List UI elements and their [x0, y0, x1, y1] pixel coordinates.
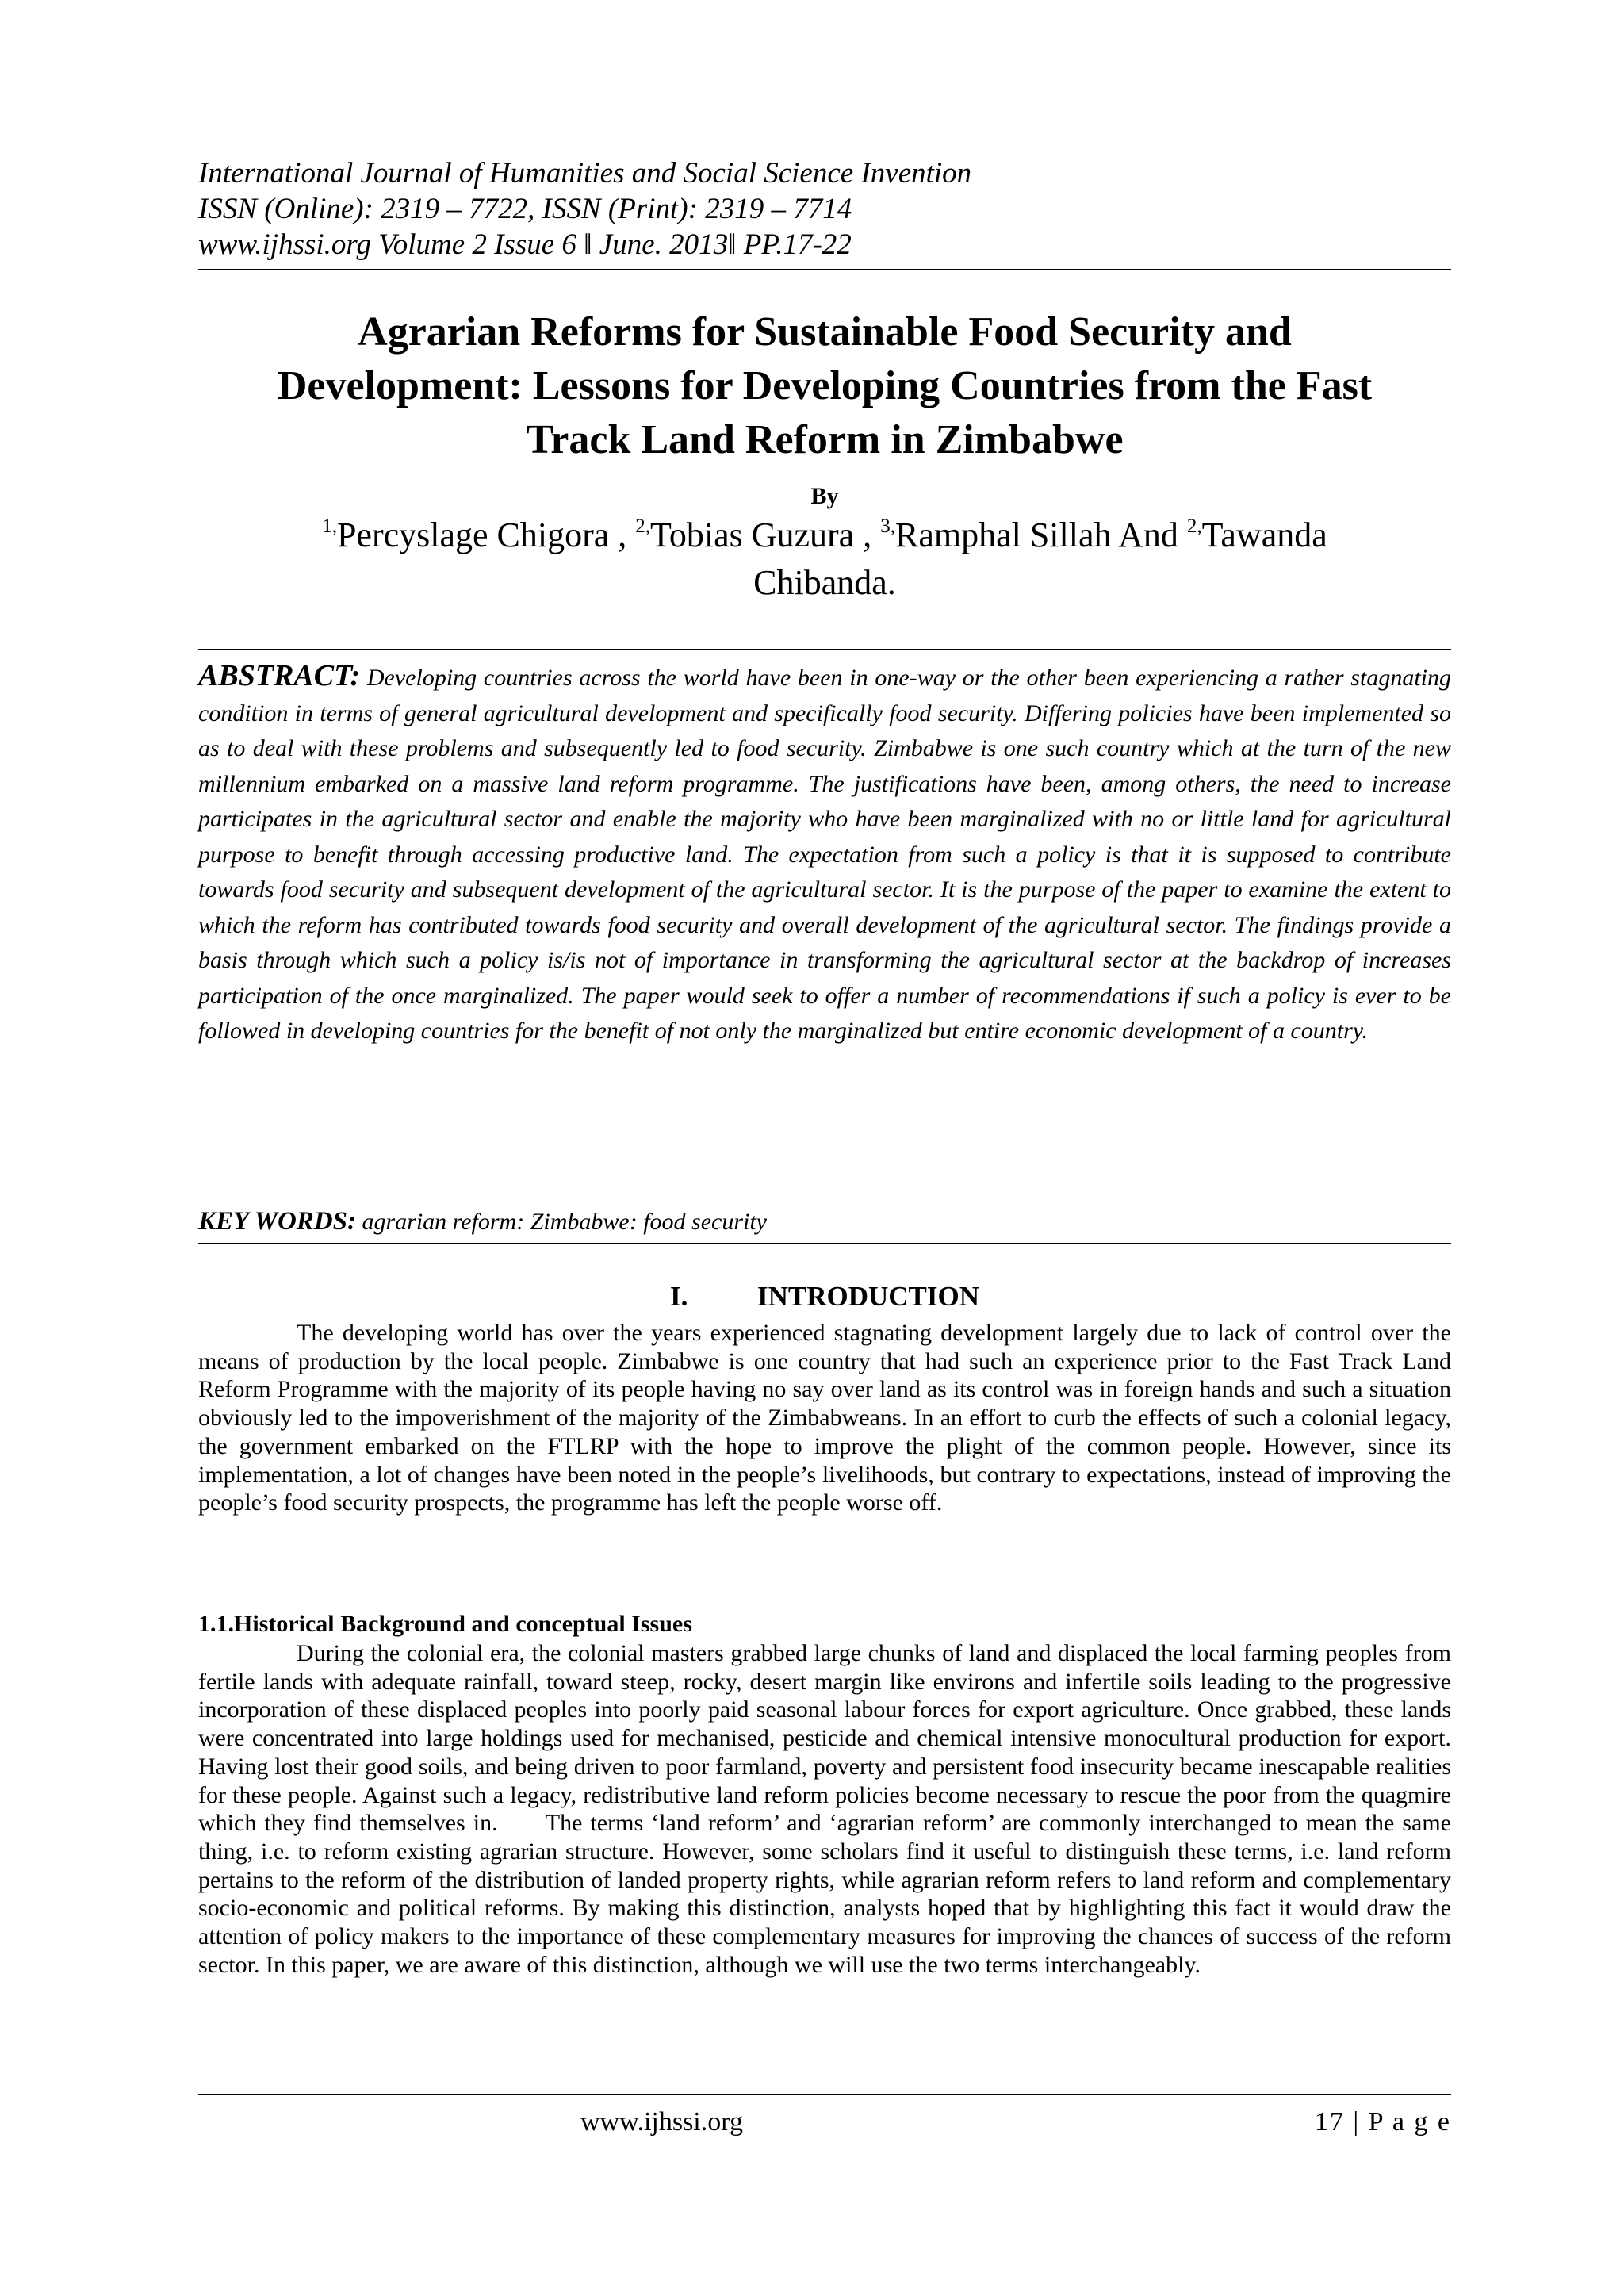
title-line-3: Track Land Reform in Zimbabwe	[526, 417, 1124, 462]
author-name: Ramphal Sillah And	[894, 516, 1178, 554]
journal-issn: ISSN (Online): 2319 – 7722, ISSN (Print): 2319 – 7714	[198, 193, 852, 225]
authors-line-2: Chibanda.	[753, 563, 896, 602]
page-number: 17 | P a g e	[1314, 2107, 1451, 2137]
footer-rule	[198, 2094, 1451, 2095]
author-name: Percyslage Chigora	[336, 516, 610, 554]
title-line-1: Agrarian Reforms for Sustainable Food Security and	[358, 309, 1292, 355]
journal-name: International Journal of Humanities and Social Science Invention	[198, 157, 972, 190]
author-affiliation: 2,	[635, 516, 651, 537]
author-list	[198, 512, 1451, 607]
author-affiliation: 1,	[322, 516, 337, 537]
author-affiliation: 2,	[1186, 516, 1202, 537]
section-number: I.	[669, 1281, 688, 1312]
author-affiliation: 3,	[880, 516, 895, 537]
journal-volume: www.ijhssi.org Volume 2 Issue 6 ‖ June. 2013‖ PP.17-22	[198, 228, 852, 261]
abstract	[198, 658, 1451, 1049]
paper-title	[198, 305, 1451, 467]
journal-header	[198, 155, 1451, 263]
background-paragraph: During the colonial era, the colonial masters grabbed large chunks of land and displaced the local farming peoples from fertile lands with adequate rainfall, toward steep, rocky, desert margin like environs and infertile soils leading to the progressive incorporation of these displaced peoples into poorly paid seasonal labour forces for export agriculture. Once grabbed, these lands were concentrated into large holdings used for mechanised, pesticide and chemical intensive monocultural production for export. Having lost their good soils, and being driven to poor farmland, poverty and persistent food insecurity became inescapable realities for these people. Against such a legacy, redistributive land reform policies become necessary to rescue the poor from the quagmire which they find themselves in. The terms ‘land reform’ and ‘agrarian reform’ are commonly interchanged to mean the same thing, i.e. to reform existing agrarian structure. However, some scholars find it useful to distinguish these terms, i.e. land reform pertains to the reform of the distribution of landed property rights, while agrarian reform refers to land reform and complementary socio-economic and political reforms. By making this distinction, analysts hoped that by highlighting this fact it would draw the attention of policy makers to the importance of these complementary measures for improving the chances of success of the reform sector. In this paper, we are aware of this distinction, although we will use the two terms interchangeably.	[198, 1640, 1451, 1978]
keywords-label: KEY WORDS:	[198, 1207, 356, 1236]
author-separator: ,	[854, 516, 872, 554]
title-line-2: Development: Lessons for Developing Countries from the Fast	[277, 363, 1373, 408]
keywords	[198, 1204, 1451, 1240]
author-name: Tawanda	[1201, 516, 1327, 554]
keywords-text: agrarian reform: Zimbabwe: food security	[362, 1209, 767, 1235]
subsection-heading: 1.1.Historical Background and conceptual Issues	[198, 1611, 692, 1637]
header-rule	[198, 269, 1451, 270]
author-name: Tobias Guzura	[650, 516, 855, 554]
authors-line-1	[198, 512, 1451, 559]
abstract-label: ABSTRACT:	[198, 659, 361, 692]
author-separator: ,	[609, 516, 627, 554]
intro-paragraph: The developing world has over the years experienced stagnating development largely due to lack of control over the means of production by the local people. Zimbabwe is one country that had such an experience prior to the Fast Track Land Reform Programme with the majority of its people having no say over land as its control was in foreign hands and such a situation obviously led to the impoverishment of the majority of the Zimbabweans. In an effort to curb the effects of such a colonial legacy, the government embarked on the FTLRP with the hope to improve the plight of the common people. However, since its implementation, a lot of changes have been noted in the people’s livelihoods, but contrary to expectations, instead of improving the people’s food security prospects, the programme has left the people worse off.	[198, 1320, 1451, 1516]
paper-page	[198, 0, 1451, 2296]
footer-website: www.ijhssi.org	[580, 2107, 743, 2137]
abstract-top-rule	[198, 649, 1451, 650]
by-label: By	[810, 483, 839, 509]
abstract-text: Developing countries across the world have been in one-way or the other been experiencing a rather stagnating condition in terms of general agricultural development and specifically food security. Differing policies have been implemented so as to deal with these problems and subsequently led to food security. Zimbabwe is one such country which at the turn of the new millennium embarked on a massive land reform programme. The justifications have been, among others, the need to increase participates in the agricultural sector and enable the majority who have been marginalized with no or little land for agricultural purpose to benefit through accessing productive land. The expectation from such a policy is that it is supposed to contribute towards food security and subsequent development of the agricultural sector. It is the purpose of the paper to examine the extent to which the reform has contributed towards food security and overall development of the agricultural sector. The findings provide a basis through which such a policy is/is not of importance in transforming the agricultural sector at the backdrop of increases participation of the once marginalized. The paper would seek to offer a number of recommendations if such a policy is ever to be followed in developing countries for the benefit of not only the marginalized but entire economic development of a country.	[198, 665, 1451, 1044]
section-title: INTRODUCTION	[756, 1281, 980, 1312]
keywords-rule	[198, 1243, 1451, 1244]
section-heading	[198, 1279, 1451, 1314]
